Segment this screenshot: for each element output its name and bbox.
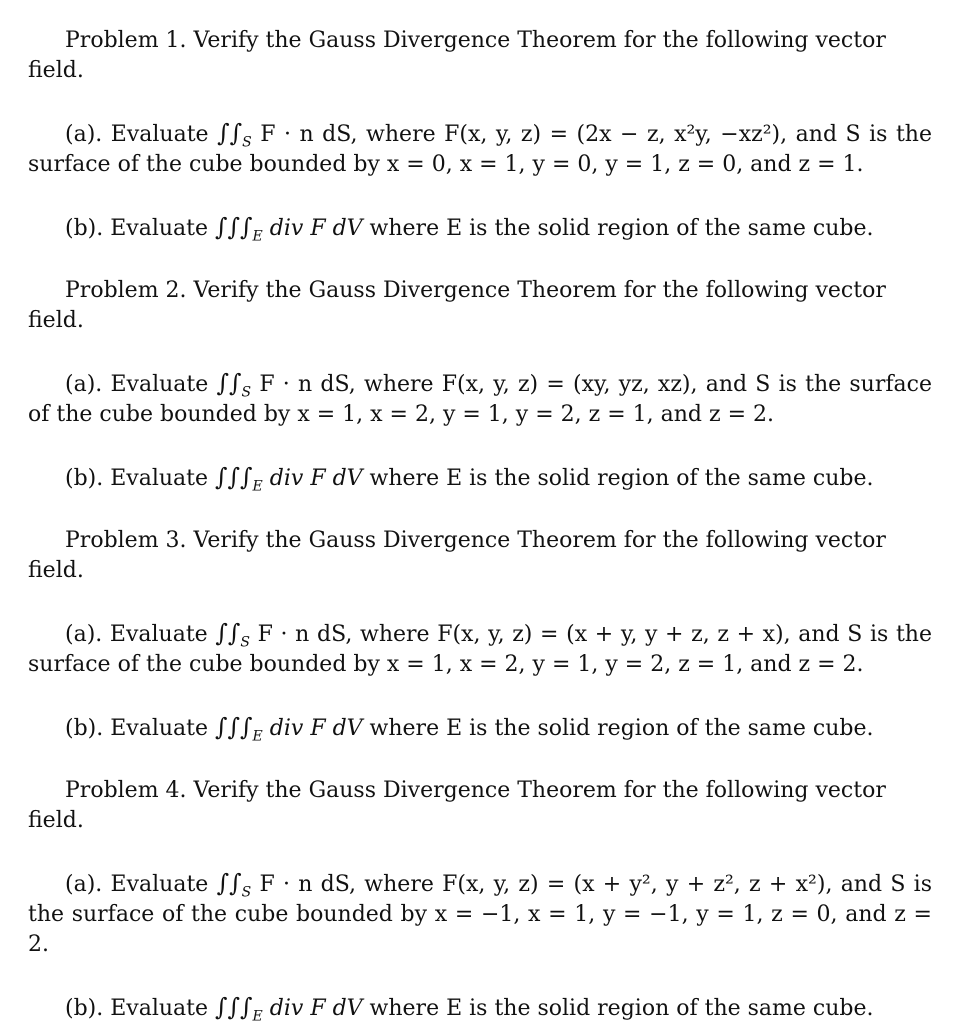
- integral-subscript: E: [252, 478, 263, 495]
- integral-subscript: E: [252, 228, 263, 245]
- integrand: F · n dS, where: [251, 872, 443, 897]
- problem-3-heading: Problem 3. Verify the Gauss Divergence Theorem for the following vector field.: [28, 528, 886, 583]
- problem-2-part-b: [28, 462, 932, 494]
- part-b-label: (b). Evaluate: [65, 996, 209, 1021]
- problem-1-part-a: [28, 118, 932, 180]
- problem-sheet: [28, 26, 932, 1024]
- integral-subscript: S: [242, 134, 252, 151]
- integral-subscript: S: [241, 384, 252, 401]
- part-b-rest: where E is the solid region of the same cube.: [362, 466, 874, 491]
- problem-1-part-b: [28, 212, 932, 244]
- part-a-label: (a). Evaluate: [65, 122, 209, 147]
- problem-2-heading: Problem 2. Verify the Gauss Divergence Theorem for the following vector field.: [28, 278, 886, 333]
- double-integral-symbol: ∫∫: [217, 119, 243, 147]
- triple-integral-symbol: ∫∫∫: [215, 213, 253, 241]
- integral-subscript: E: [252, 728, 263, 745]
- problem-4-part-a: [28, 868, 932, 960]
- part-a-rest: , and S is the surface of the cube bounded by x = −1, x = 1, y = −1, y = 1, z = 0, and z = 2.: [28, 872, 932, 957]
- integrand: div F dV: [262, 716, 363, 741]
- problem-1-heading: Problem 1. Verify the Gauss Divergence Theorem for the following vector field.: [28, 28, 886, 83]
- part-a-label: (a). Evaluate: [65, 872, 209, 897]
- part-b-rest: where E is the solid region of the same cube.: [362, 716, 874, 741]
- integrand: F · n dS, where: [249, 622, 438, 647]
- part-b-label: (b). Evaluate: [65, 216, 209, 241]
- double-integral-symbol: ∫∫: [216, 369, 242, 397]
- integrand: F · n dS, where: [251, 372, 442, 397]
- integral-subscript: S: [241, 884, 252, 901]
- part-b-rest: where E is the solid region of the same cube.: [362, 996, 874, 1021]
- problem-3-part-b: [28, 712, 932, 744]
- part-b-label: (b). Evaluate: [65, 466, 209, 491]
- integrand: div F dV: [262, 466, 363, 491]
- part-b-label: (b). Evaluate: [65, 716, 209, 741]
- vector-field: F(x, y, z) = (2x − z, x²y, −xz²): [444, 122, 781, 147]
- integrand: F · n dS, where: [251, 122, 445, 147]
- problem-4-part-b: [28, 992, 932, 1024]
- integral-subscript: E: [252, 1008, 263, 1024]
- part-a-label: (a). Evaluate: [65, 622, 208, 647]
- part-b-rest: where E is the solid region of the same cube.: [362, 216, 874, 241]
- vector-field: F(x, y, z) = (x + y², y + z², z + x²): [442, 872, 826, 897]
- triple-integral-symbol: ∫∫∫: [215, 463, 253, 491]
- vector-field: F(x, y, z) = (x + y, y + z, z + x): [437, 622, 784, 647]
- problem-4-heading: Problem 4. Verify the Gauss Divergence Theorem for the following vector field.: [28, 778, 886, 833]
- integrand: div F dV: [262, 996, 363, 1021]
- double-integral-symbol: ∫∫: [215, 619, 241, 647]
- part-a-rest: , and S is the surface of the cube bounded by x = 1, x = 2, y = 1, y = 2, z = 1, and z = 2.: [28, 622, 932, 677]
- vector-field: F(x, y, z) = (xy, yz, xz): [441, 372, 691, 397]
- part-a-rest: , and S is the surface of the cube bounded by x = 0, x = 1, y = 0, y = 1, z = 0, and z = 1.: [28, 122, 932, 177]
- integrand: div F dV: [262, 216, 363, 241]
- part-a-label: (a). Evaluate: [65, 372, 209, 397]
- double-integral-symbol: ∫∫: [216, 869, 242, 897]
- triple-integral-symbol: ∫∫∫: [215, 713, 253, 741]
- integral-subscript: S: [240, 634, 250, 651]
- problem-2-part-a: [28, 368, 932, 430]
- part-a-rest: , and S is the surface of the cube bounded by x = 1, x = 2, y = 1, y = 2, z = 1, and z = 2.: [28, 372, 932, 427]
- problem-3-part-a: [28, 618, 932, 680]
- triple-integral-symbol: ∫∫∫: [215, 993, 253, 1021]
